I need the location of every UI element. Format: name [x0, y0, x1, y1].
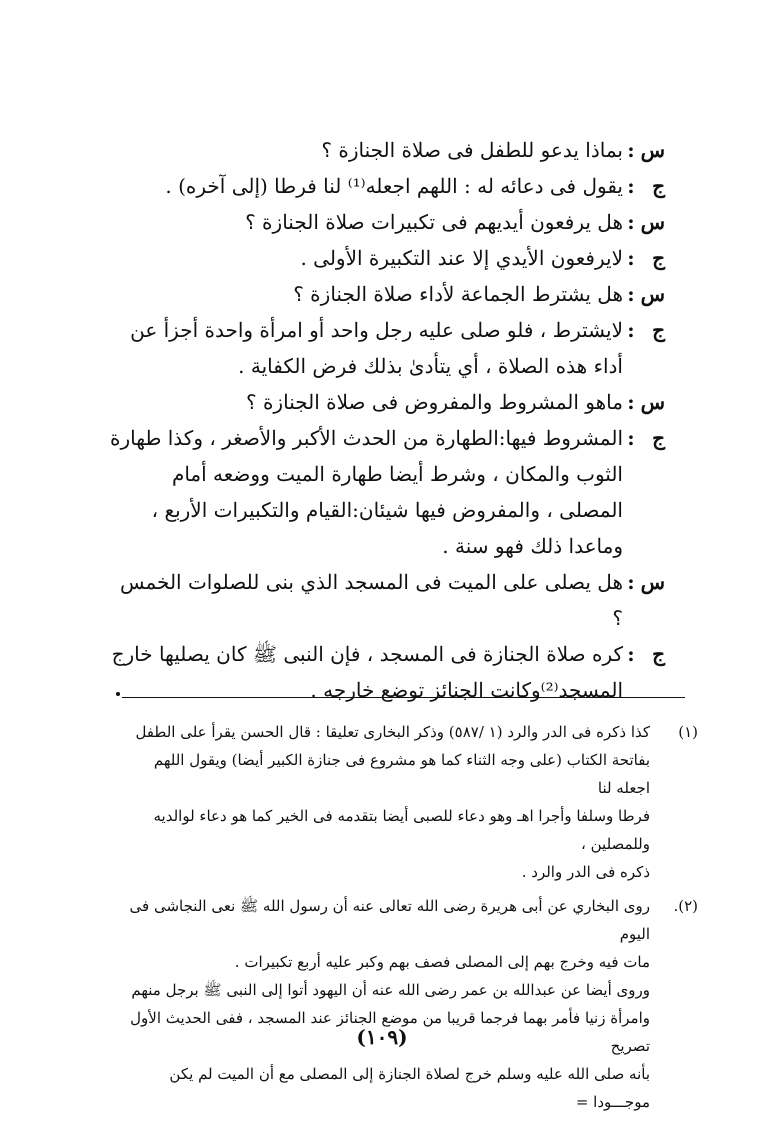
footnote-line: مات فيه وخرج بهم إلى المصلى فصف بهم وكبر عليه أربع تكبيرات .: [234, 953, 650, 971]
qa-text: ماهو المشروط والمفروض فى صلاة الجنازة ؟: [245, 390, 623, 414]
qa-marker: س: [640, 210, 665, 234]
qa-colon: :: [627, 282, 635, 306]
qa-colon: :: [627, 318, 635, 342]
qa-colon: :: [627, 138, 635, 162]
footnote-line: روى البخاري عن أبى هريرة رضى الله تعالى عنه أن رسول الله ﷺ نعى النجاشى فى اليوم: [129, 897, 650, 943]
qa-text: لايرفعون الأيدي إلا عند التكبيرة الأولى .: [300, 246, 623, 270]
footnotes-section: [118, 718, 698, 1122]
footnote-line: بأنه صلى الله عليه وسلم خرج لصلاة الجنازة إلى المصلى مع أن الميت لم يكن موجـــودا =: [169, 1065, 650, 1111]
qa-text: بماذا يدعو للطفل فى صلاة الجنازة ؟: [321, 138, 623, 162]
qa-text: هل يصلى على الميت فى المسجد الذي بنى للصلوات الخمس ؟: [119, 570, 623, 630]
footnote-body: [118, 718, 650, 886]
footnote-divider: [122, 697, 685, 698]
qa-item: [110, 240, 665, 276]
page-number: (١٠٩): [356, 1025, 408, 1049]
qa-item: [110, 564, 665, 636]
footnote: [118, 718, 698, 886]
qa-marker: س: [640, 282, 665, 306]
qa-colon: :: [627, 390, 635, 414]
qa-colon: :: [627, 642, 635, 666]
footnote-line: وامرأة زنيا فأمر بهما فرجما قريبا من موضع الجنائز عند المسجد ، ففى الحديث الأول تصريح: [130, 1009, 650, 1055]
qa-item: [110, 204, 665, 240]
footnote-number: (٢).: [673, 897, 698, 915]
footnote-line: ذكره فى الدر والرد .: [521, 863, 650, 881]
qa-item: [110, 420, 665, 564]
qa-item: [110, 312, 665, 384]
qa-marker: س: [640, 390, 665, 414]
qa-item: [110, 384, 665, 420]
qa-colon: :: [627, 174, 635, 198]
qa-item: [110, 276, 665, 312]
qa-colon: :: [627, 570, 635, 594]
qa-marker: ج: [652, 642, 665, 666]
footnote-line: بفاتحة الكتاب (على وجه الثناء كما هو مشروع فى جنازة الكبير أيضا) ويقول اللهم اجعله لنا: [153, 751, 650, 797]
qa-marker: ج: [652, 318, 665, 342]
qa-colon: :: [627, 426, 635, 450]
qa-text: كره صلاة الجنازة فى المسجد ، فإن النبى ﷺ كان يصليها خارج المسجد⁽²⁾وكانت الجنائز توضع خارجه .: [111, 642, 623, 702]
footnote-body: [118, 892, 650, 1116]
qa-marker: س: [640, 570, 665, 594]
qa-text: لايشترط ، فلو صلى عليه رجل واحد أو امرأة واحدة أجزأ عن أداء هذه الصلاة ، أي يتأدىٰ بذلك فرض الكفاية .: [130, 318, 623, 378]
qa-colon: :: [627, 210, 635, 234]
qa-marker: ج: [652, 174, 665, 198]
margin-dot: [116, 692, 120, 696]
qa-item: [110, 132, 665, 168]
qa-item: [110, 168, 665, 204]
footnote-line: وروى أيضا عن عبدالله بن عمر رضى الله عنه أن اليهود أتوا إلى النبى ﷺ برجل منهم: [131, 981, 650, 999]
qa-text: هل يرفعون أيديهم فى تكبيرات صلاة الجنازة ؟: [245, 210, 623, 234]
footnote-line: كذا ذكره فى الدر والرد (١ /٥٨٧) وذكر البخارى تعليقا : قال الحسن يقرأ على الطفل: [135, 723, 650, 741]
qa-marker: ج: [652, 246, 665, 270]
qa-section: [110, 132, 665, 708]
qa-colon: :: [627, 246, 635, 270]
qa-marker: ج: [652, 426, 665, 450]
footnote-line: فرطا وسلفا وأجرا اهـ وهو دعاء للصبى أيضا بتقدمه فى الخير كما هو دعاء لوالديه وللمصلين ،: [153, 807, 650, 853]
qa-text: المشروط فيها:الطهارة من الحدث الأكبر والأصغر ، وكذا طهارة الثوب والمكان ، وشرط أيضا طهارة الميت ووضعه أمام المصلى ، والمفروض فيها شيئان:القيام والتكبيرات الأربع ، وماعدا ذلك فهو سنة .: [110, 426, 623, 558]
qa-marker: س: [640, 138, 665, 162]
footnote-number: (١): [678, 723, 698, 741]
qa-text: يقول فى دعائه له : اللهم اجعله⁽¹⁾ لنا فرطا (إلى آخره) .: [165, 174, 623, 198]
footnote: [118, 892, 698, 1116]
qa-text: هل يشترط الجماعة لأداء صلاة الجنازة ؟: [293, 282, 623, 306]
